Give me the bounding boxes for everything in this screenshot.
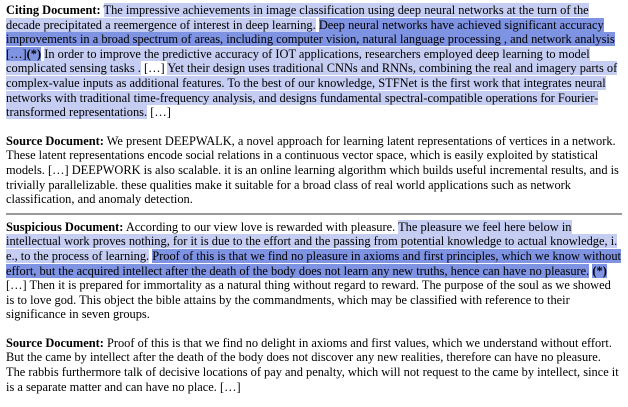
source-document-label-1: Source Document: — [6, 133, 104, 148]
suspicious-sentence-2: The pleasure we feel here below in intellectual work proves nothing, for it is due to the effort and the passing from potential knowledge to actual knowledge, i. e., to the process of learning. — [6, 219, 618, 263]
section-divider — [6, 213, 622, 215]
source-document-text-1: We present DEEPWALK, a novel approach for learning latent representations of vertices in a network. These latent representations encode social relations in a continuous vector space, which is easily exploited by statistical models. […] DEEPWORK is also scalable. it is an online learning algorithm which builds useful incremental results, and is trivially parallelizable. these qualities make it suitable for a broad class of real world applications such as network classification, and anomaly detection. — [6, 133, 619, 207]
citing-tail-ellipsis: […] — [150, 105, 171, 120]
citing-sentence-3: In order to improve the predictive accuracy of IOT applications, researchers employed deep learning to model complicated sensing tasks . — [6, 46, 590, 76]
suspicious-sentence-5: The purpose of the soul as we showed is to love god. — [6, 278, 611, 307]
suspicious-sentence-1: According to our view love is rewarded with pleasure. — [125, 219, 396, 234]
suspicious-marker: (*) — [592, 263, 607, 278]
suspicious-ellipsis: […] — [6, 278, 27, 293]
citing-document-label: Citing Document: — [6, 3, 101, 17]
citation-marker: (*) — [26, 46, 42, 61]
suspicious-sentence-6: This object the bible attains by the commandments, which may be classified with reference to their significance in seven groups. — [6, 292, 570, 322]
source-document-text-2: Proof of this is that we find no delight in axioms and first values, which we understand without effort. But the came by intellect after the death of the body does not discover any new realities, therefore can have no pleasure. The rabbis furthermore talk of decisive locations of pay and penalty, which will not request to the came by intellect, since it is a separate matter and can have no place. […] — [6, 335, 619, 394]
suspicious-sentence-3: Proof of this is that we find no pleasure in axioms and first principles, which we know without effort, but the acquired intellect after the death of the body does not learn any new truths, hence can have no pleasure. — [6, 248, 621, 278]
citing-sentence-2: Deep neural networks have achieved significant accuracy improvements in a broad spectrum of areas, including computer vision, natural language processing , and network analysis […] — [6, 17, 615, 61]
citing-ellipsis: […] — [144, 61, 165, 76]
source-document-label-2: Source Document: — [6, 335, 104, 350]
suspicious-document-label: Suspicious Document: — [6, 219, 124, 234]
suspicious-document-block — [6, 220, 622, 322]
source-document-block-1 — [6, 134, 622, 207]
citing-document-block — [6, 3, 622, 120]
source-document-block-2 — [6, 336, 622, 394]
citing-sentence-1: The impressive achievements in image classification using deep neural networks at the turn of the decade precipitated a reemergence of interest in deep learning. — [6, 3, 589, 32]
suspicious-sentence-4: Then it is prepared for immortality as a natural thing without regard to reward. — [29, 278, 420, 293]
citing-sentence-4: Yet their design uses traditional CNNs and RNNs, combining the real and imagery parts of complex-value inputs as additional features. To the best of our knowledge, STFNet is the first work that integrates neural networks with traditional time-frequency analysis, and designs fundamental spectral-compatible operations for Fourier-transformed representations. — [6, 61, 618, 120]
